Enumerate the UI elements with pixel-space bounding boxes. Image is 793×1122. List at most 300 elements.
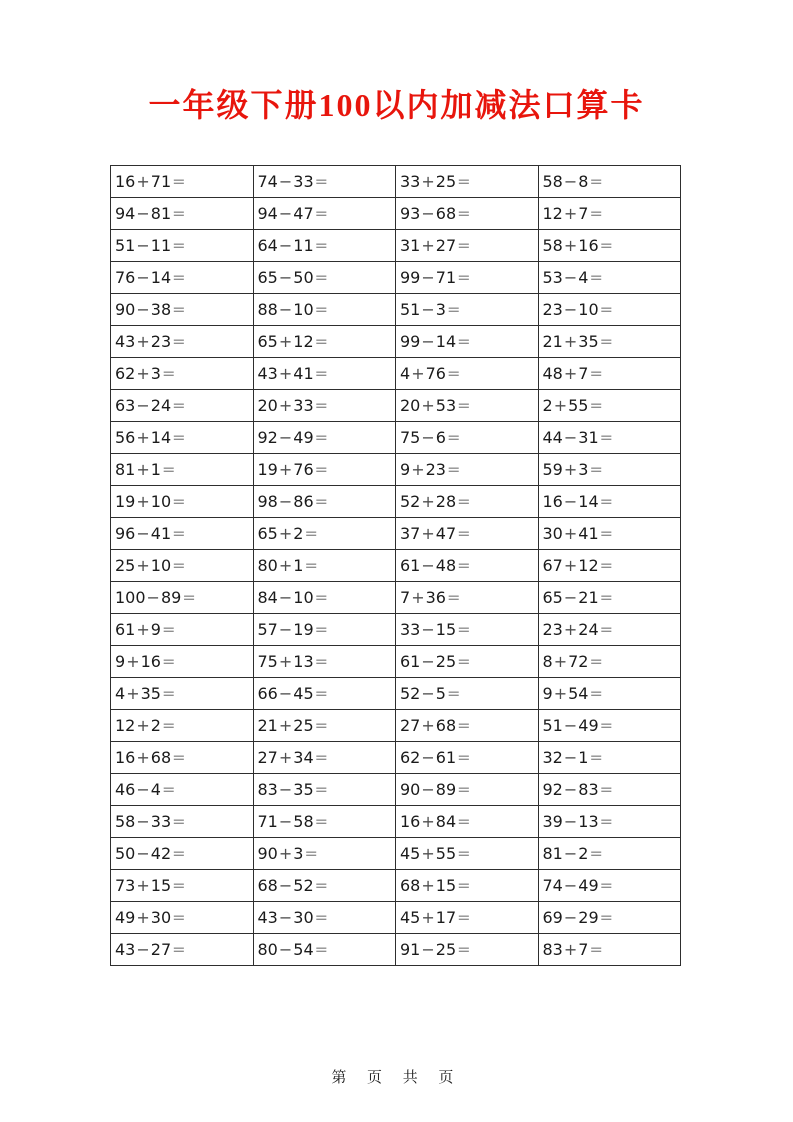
equals-sign: = [446,588,461,607]
equals-sign: = [599,236,614,255]
operand: 15 [435,876,457,895]
operator-sign: + [553,684,568,703]
operand: 47 [293,204,314,223]
problem-cell [253,742,396,774]
problem-cell [111,774,254,806]
problem-cell [111,166,254,198]
operator-sign: − [563,300,578,319]
operand: 33 [293,172,314,191]
problems-table [110,165,681,966]
operand: 33 [400,172,421,191]
operand: 53 [435,396,457,415]
equals-sign: = [314,780,329,799]
operand: 31 [578,428,599,447]
operand: 43 [257,364,278,383]
operator-sign: + [563,556,578,575]
problem-cell [253,902,396,934]
operand: 52 [293,876,314,895]
operand: 21 [542,332,563,351]
operator-sign: + [563,460,578,479]
operand: 63 [115,396,136,415]
operand: 11 [150,236,172,255]
problems-table-body [111,166,681,966]
problem-cell [253,710,396,742]
operand: 98 [257,492,278,511]
equals-sign: = [314,332,329,351]
equals-sign: = [599,620,614,639]
operand: 66 [257,684,278,703]
equals-sign: = [599,428,614,447]
equals-sign: = [599,492,614,511]
equals-sign: = [172,172,186,191]
equals-sign: = [314,492,329,511]
equals-sign: = [589,844,603,863]
operand: 41 [150,524,172,543]
operand: 4 [115,684,126,703]
equals-sign: = [446,364,461,383]
operand: 15 [150,876,172,895]
equals-sign: = [172,908,186,927]
operand: 9 [150,620,161,639]
operand: 16 [115,748,136,767]
operand: 33 [400,620,421,639]
problem-cell [396,358,539,390]
operand: 48 [542,364,563,383]
problem-cell [111,326,254,358]
operand: 7 [400,588,411,607]
equals-sign: = [589,684,603,703]
operand: 55 [568,396,589,415]
operand: 81 [542,844,563,863]
equals-sign: = [457,812,471,831]
problem-cell [396,390,539,422]
problem-cell [538,358,681,390]
operand: 29 [578,908,599,927]
equals-sign: = [161,364,176,383]
operator-sign: + [421,812,435,831]
problem-cell [253,550,396,582]
operand: 3 [150,364,161,383]
equals-sign: = [589,268,603,287]
equals-sign: = [457,748,471,767]
operator-sign: − [136,844,150,863]
operand: 81 [115,460,136,479]
operator-sign: + [136,332,150,351]
operand: 68 [400,876,421,895]
problem-cell [111,710,254,742]
operand: 32 [542,748,563,767]
operand: 11 [293,236,314,255]
operator-sign: − [563,588,578,607]
page-title: 一年级下册100以内加减法口算卡 [148,87,645,123]
table-row [111,806,681,838]
operand: 65 [257,332,278,351]
operand: 23 [150,332,172,351]
operand: 35 [578,332,599,351]
problem-cell [111,902,254,934]
equals-sign: = [172,940,186,959]
operand: 23 [425,460,446,479]
equals-sign: = [314,908,329,927]
table-row [111,198,681,230]
operand: 80 [257,556,278,575]
operand: 5 [435,684,446,703]
table-row [111,582,681,614]
operand: 33 [293,396,314,415]
operand: 25 [435,940,457,959]
operator-sign: − [421,780,435,799]
operand: 16 [578,236,599,255]
equals-sign: = [172,812,186,831]
operand: 25 [115,556,136,575]
operand: 47 [435,524,457,543]
table-row [111,646,681,678]
equals-sign: = [457,716,471,735]
operand: 17 [435,908,457,927]
operator-sign: + [421,876,435,895]
problem-cell [253,198,396,230]
operand: 81 [150,204,172,223]
equals-sign: = [457,908,471,927]
operand: 27 [257,748,278,767]
operand: 4 [150,780,161,799]
operand: 41 [578,524,599,543]
equals-sign: = [589,172,603,191]
operator-sign: + [136,460,150,479]
equals-sign: = [172,524,186,543]
operand: 35 [293,780,314,799]
table-row [111,454,681,486]
operand: 12 [115,716,136,735]
operator-sign: + [126,684,140,703]
operand: 19 [293,620,314,639]
equals-sign: = [599,332,614,351]
operand: 28 [435,492,457,511]
operand: 12 [578,556,599,575]
problem-cell [538,390,681,422]
equals-sign: = [457,396,471,415]
problem-cell [396,870,539,902]
problem-cell [538,454,681,486]
operand: 43 [115,940,136,959]
operator-sign: − [278,172,293,191]
operator-sign: − [278,780,293,799]
problem-cell [538,614,681,646]
equals-sign: = [599,300,614,319]
operator-sign: − [563,428,578,447]
problem-cell [253,358,396,390]
operand: 90 [400,780,421,799]
equals-sign: = [161,684,176,703]
equals-sign: = [314,428,329,447]
operator-sign: − [278,428,293,447]
equals-sign: = [314,300,329,319]
operand: 84 [257,588,278,607]
operand: 61 [400,556,421,575]
operator-sign: − [278,588,293,607]
operand: 21 [257,716,278,735]
operand: 20 [400,396,421,415]
operand: 43 [257,908,278,927]
operand: 27 [150,940,172,959]
problem-cell [538,774,681,806]
operand: 33 [150,812,172,831]
problem-cell [111,678,254,710]
table-row [111,294,681,326]
operator-sign: − [421,684,435,703]
operator-sign: − [136,236,150,255]
problem-cell [538,262,681,294]
operand: 53 [542,268,563,287]
equals-sign: = [446,428,461,447]
operand: 68 [435,204,457,223]
operator-sign: − [278,940,293,959]
operator-sign: + [136,716,150,735]
operator-sign: − [563,492,578,511]
equals-sign: = [457,204,471,223]
problem-cell [396,806,539,838]
operator-sign: + [563,364,578,383]
operand: 74 [257,172,278,191]
operand: 83 [257,780,278,799]
operand: 58 [115,812,136,831]
operator-sign: + [563,620,578,639]
operand: 86 [293,492,314,511]
equals-sign: = [457,492,471,511]
operator-sign: + [278,460,293,479]
operator-sign: − [136,940,150,959]
equals-sign: = [314,876,329,895]
operator-sign: − [146,588,160,607]
equals-sign: = [172,300,186,319]
equals-sign: = [457,620,471,639]
operator-sign: + [136,364,150,383]
operand: 54 [293,940,314,959]
problem-cell [111,198,254,230]
operand: 4 [578,268,589,287]
operator-sign: − [278,908,293,927]
operand: 8 [578,172,589,191]
operator-sign: − [421,556,435,575]
problem-cell [253,454,396,486]
problem-cell [111,486,254,518]
problem-cell [111,838,254,870]
operator-sign: + [136,556,150,575]
equals-sign: = [446,460,461,479]
operator-sign: + [136,428,150,447]
equals-sign: = [314,748,329,767]
operand: 14 [435,332,457,351]
operand: 10 [293,300,314,319]
problem-cell [538,806,681,838]
operand: 31 [400,236,421,255]
operand: 83 [578,780,599,799]
equals-sign: = [304,556,318,575]
operand: 67 [542,556,563,575]
problem-cell [253,262,396,294]
table-row [111,486,681,518]
operand: 75 [257,652,278,671]
operand: 3 [578,460,589,479]
equals-sign: = [599,780,614,799]
operand: 56 [115,428,136,447]
equals-sign: = [599,556,614,575]
equals-sign: = [589,460,603,479]
equals-sign: = [161,780,176,799]
operand: 96 [115,524,136,543]
operand: 57 [257,620,278,639]
operand: 10 [578,300,599,319]
equals-sign: = [314,396,329,415]
operator-sign: − [563,908,578,927]
operand: 3 [435,300,446,319]
operator-sign: + [136,876,150,895]
operand: 7 [578,204,589,223]
operand: 52 [400,684,421,703]
operand: 55 [435,844,457,863]
equals-sign: = [172,236,186,255]
operator-sign: + [136,492,150,511]
operator-sign: + [278,652,293,671]
operand: 58 [542,236,563,255]
operand: 92 [257,428,278,447]
problem-cell [253,294,396,326]
operand: 30 [542,524,563,543]
problem-cell [396,614,539,646]
operand: 20 [257,396,278,415]
footer-page-label: 第 页 共 页 [331,1069,462,1086]
equals-sign: = [172,396,186,415]
operator-sign: + [421,492,435,511]
operand: 10 [293,588,314,607]
operand: 51 [400,300,421,319]
problem-cell [253,166,396,198]
operator-sign: − [136,780,150,799]
problem-cell [396,582,539,614]
problem-cell [538,198,681,230]
operand: 41 [293,364,314,383]
operand: 49 [578,716,599,735]
operand: 89 [160,588,182,607]
operand: 51 [542,716,563,735]
operator-sign: − [278,268,293,287]
table-row [111,934,681,966]
operand: 52 [400,492,421,511]
operand: 16 [542,492,563,511]
problem-cell [396,422,539,454]
equals-sign: = [599,716,614,735]
operator-sign: + [563,236,578,255]
equals-sign: = [314,172,329,191]
equals-sign: = [314,940,329,959]
equals-sign: = [589,652,603,671]
operator-sign: + [411,460,425,479]
equals-sign: = [589,940,603,959]
problem-cell [396,518,539,550]
operand: 44 [542,428,563,447]
operator-sign: − [563,268,578,287]
operand: 74 [542,876,563,895]
operand: 72 [568,652,589,671]
operator-sign: − [136,204,150,223]
operator-sign: + [411,364,425,383]
table-row [111,326,681,358]
equals-sign: = [314,364,329,383]
operand: 7 [578,364,589,383]
operand: 2 [293,524,304,543]
operand: 9 [115,652,126,671]
operand: 68 [150,748,172,767]
operand: 12 [293,332,314,351]
operand: 38 [150,300,172,319]
problem-cell [253,614,396,646]
operator-sign: − [421,268,435,287]
equals-sign: = [304,844,318,863]
operand: 49 [578,876,599,895]
problem-cell [396,742,539,774]
equals-sign: = [314,236,329,255]
equals-sign: = [446,300,461,319]
problem-cell [396,710,539,742]
table-row [111,422,681,454]
problem-cell [253,518,396,550]
operator-sign: + [136,748,150,767]
operand: 91 [400,940,421,959]
operand: 24 [578,620,599,639]
operator-sign: + [421,396,435,415]
equals-sign: = [589,364,603,383]
operand: 15 [435,620,457,639]
operand: 76 [115,268,136,287]
problem-cell [111,550,254,582]
operand: 10 [150,556,172,575]
operator-sign: − [563,812,578,831]
operand: 25 [293,716,314,735]
problem-cell [111,230,254,262]
problem-cell [111,422,254,454]
operand: 45 [400,844,421,863]
equals-sign: = [314,460,329,479]
operator-sign: + [421,716,435,735]
operator-sign: + [553,652,568,671]
operand: 58 [542,172,563,191]
operator-sign: + [136,172,150,191]
operand: 69 [542,908,563,927]
operand: 45 [400,908,421,927]
operand: 37 [400,524,421,543]
operand: 12 [542,204,563,223]
operand: 50 [293,268,314,287]
operand: 73 [115,876,136,895]
table-row [111,742,681,774]
operand: 9 [400,460,411,479]
operator-sign: + [563,524,578,543]
operator-sign: − [563,748,578,767]
operand: 76 [293,460,314,479]
equals-sign: = [457,268,471,287]
operand: 71 [435,268,457,287]
operand: 25 [435,172,457,191]
problem-cell [253,870,396,902]
operator-sign: + [421,172,435,191]
operator-sign: − [563,172,578,191]
problem-cell [396,294,539,326]
operator-sign: − [563,716,578,735]
table-row [111,166,681,198]
operand: 62 [400,748,421,767]
problem-cell [538,838,681,870]
operator-sign: + [421,524,435,543]
